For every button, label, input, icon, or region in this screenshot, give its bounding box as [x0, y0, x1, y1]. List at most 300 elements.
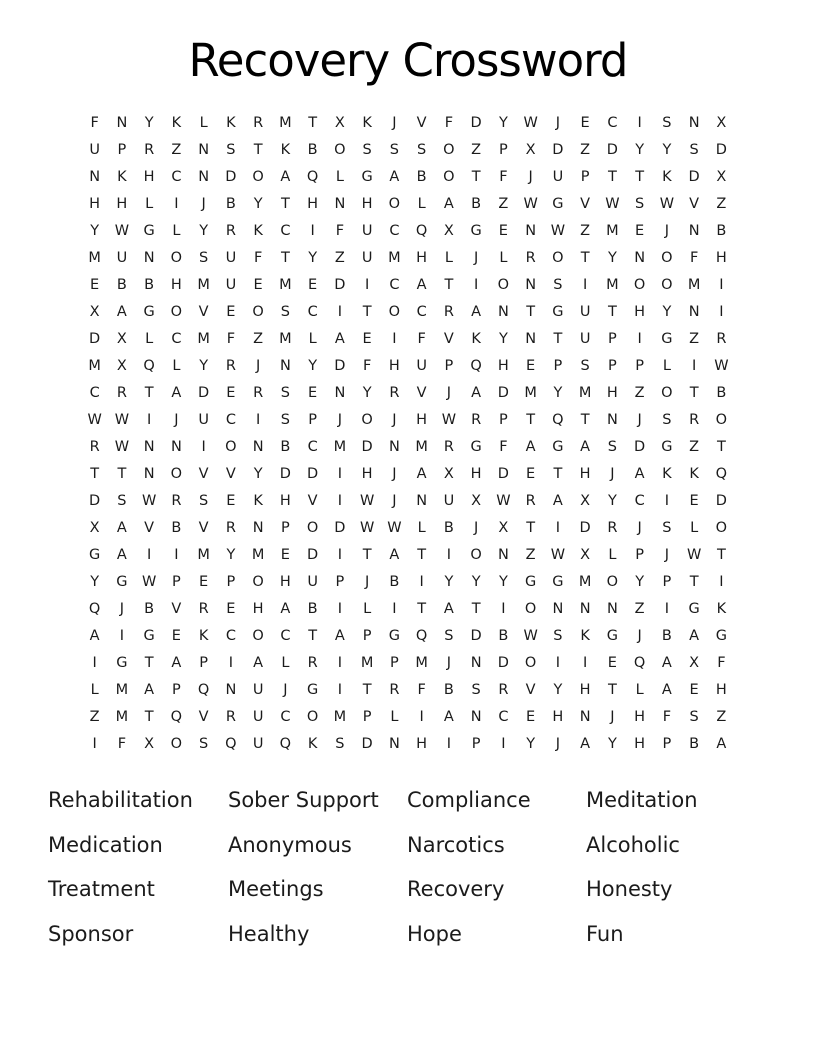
grid-letter: T — [253, 142, 263, 158]
grid-letter: A — [716, 736, 727, 752]
grid-letter: Q — [197, 682, 210, 698]
grid-letter: P — [226, 574, 236, 590]
grid-letter: L — [363, 601, 372, 617]
grid-letter: O — [170, 736, 183, 752]
letter-grid — [81, 110, 735, 758]
grid-letter: B — [225, 196, 236, 212]
grid-letter: P — [117, 142, 127, 158]
grid-letter: L — [444, 250, 453, 266]
grid-letter: K — [226, 115, 236, 131]
grid-letter: A — [389, 547, 400, 563]
grid-letter: P — [608, 331, 617, 347]
grid-letter: N — [634, 250, 646, 266]
grid-letter: O — [252, 574, 264, 590]
grid-letter: I — [146, 547, 152, 563]
grid-letter: X — [89, 520, 100, 536]
grid-letter: G — [143, 223, 155, 239]
grid-letter: H — [715, 250, 727, 266]
grid-letter: R — [89, 439, 100, 455]
grid-letter: D — [497, 385, 509, 401]
grid-letter: R — [525, 493, 536, 509]
grid-letter: V — [198, 520, 209, 536]
grid-letter: I — [310, 223, 315, 239]
grid-letter: S — [553, 628, 563, 644]
grid-letter: H — [361, 466, 373, 482]
grid-letter: G — [143, 304, 155, 320]
grid-letter: I — [555, 655, 561, 671]
grid-letter: D — [198, 385, 210, 401]
grid-letter: Y — [362, 385, 372, 401]
grid-letter: B — [389, 574, 400, 590]
grid-letter: L — [417, 520, 426, 536]
grid-letter: K — [253, 493, 263, 509]
grid-letter: F — [253, 250, 263, 266]
grid-letter: D — [307, 547, 319, 563]
grid-letter: U — [89, 142, 100, 158]
grid-letter: O — [661, 277, 673, 293]
grid-letter: B — [307, 142, 318, 158]
grid-letter: D — [307, 466, 319, 482]
grid-letter: F — [117, 736, 127, 752]
grid-letter: D — [552, 142, 564, 158]
grid-letter: M — [388, 250, 401, 266]
word-list-item: Fun — [586, 921, 624, 946]
grid-letter: T — [280, 250, 290, 266]
grid-letter: A — [116, 304, 127, 320]
grid-letter: M — [251, 547, 265, 563]
grid-letter: Y — [498, 115, 508, 131]
grid-letter: F — [662, 709, 672, 725]
grid-letter: S — [689, 709, 699, 725]
grid-letter: G — [661, 439, 673, 455]
grid-letter: W — [550, 547, 566, 563]
grid-letter: X — [443, 223, 454, 239]
grid-letter: F — [417, 331, 426, 347]
word-list-item: Meetings — [228, 877, 324, 902]
grid-letter: S — [553, 277, 563, 293]
grid-letter: R — [307, 655, 318, 671]
grid-letter: P — [362, 628, 372, 644]
grid-letter: N — [143, 466, 155, 482]
grid-letter: N — [143, 250, 155, 266]
grid-letter: J — [528, 169, 533, 185]
grid-letter: C — [307, 304, 318, 320]
grid-letter: O — [443, 169, 455, 185]
grid-letter: A — [634, 466, 645, 482]
grid-letter: D — [334, 520, 346, 536]
grid-letter: V — [171, 601, 182, 617]
grid-letter: G — [470, 223, 482, 239]
grid-letter: D — [470, 628, 482, 644]
grid-letter: E — [526, 358, 536, 374]
grid-letter: M — [415, 655, 428, 671]
grid-letter: I — [419, 574, 424, 590]
grid-letter: T — [308, 115, 318, 131]
grid-letter: V — [580, 196, 591, 212]
grid-letter: C — [389, 223, 400, 239]
grid-letter: K — [280, 142, 291, 158]
grid-letter: A — [580, 736, 591, 752]
grid-letter: M — [415, 439, 428, 455]
grid-letter: B — [716, 223, 727, 239]
grid-letter: P — [308, 412, 317, 428]
grid-letter: L — [308, 331, 317, 347]
grid-letter: C — [280, 628, 291, 644]
grid-letter: Y — [553, 682, 563, 698]
grid-letter: B — [280, 439, 291, 455]
grid-letter: S — [662, 520, 672, 536]
grid-letter: J — [337, 412, 343, 428]
grid-letter: Y — [199, 358, 209, 374]
grid-letter: O — [306, 520, 319, 536]
grid-letter: G — [388, 628, 400, 644]
grid-letter: V — [225, 466, 236, 482]
grid-letter: J — [392, 412, 397, 428]
grid-letter: F — [335, 223, 345, 239]
grid-letter: H — [416, 250, 428, 266]
grid-letter: G — [606, 628, 618, 644]
grid-letter: E — [362, 331, 372, 347]
grid-letter: A — [443, 601, 454, 617]
word-list-item: Recovery — [407, 877, 505, 902]
grid-letter: R — [443, 439, 454, 455]
grid-letter: E — [171, 628, 181, 644]
grid-letter: E — [226, 385, 236, 401]
grid-letter: M — [524, 385, 537, 401]
word-list-item: Medication — [48, 832, 163, 857]
grid-letter: Y — [498, 331, 508, 347]
grid-letter: F — [226, 331, 236, 347]
grid-letter: G — [89, 547, 101, 563]
grid-letter: T — [553, 466, 563, 482]
word-list — [0, 778, 816, 956]
grid-letter: W — [523, 115, 538, 131]
grid-letter: I — [337, 547, 343, 563]
grid-letter: A — [416, 277, 427, 293]
grid-letter: Q — [715, 466, 728, 482]
grid-letter: G — [552, 574, 564, 590]
grid-letter: R — [471, 412, 482, 428]
grid-letter: Y — [498, 574, 508, 590]
grid-letter: N — [416, 493, 428, 509]
grid-letter: L — [172, 223, 181, 239]
grid-letter: M — [279, 115, 292, 131]
grid-letter: R — [253, 115, 264, 131]
grid-letter: N — [470, 655, 482, 671]
grid-letter: W — [359, 493, 375, 509]
grid-letter: I — [637, 331, 642, 347]
grid-letter: I — [392, 601, 397, 617]
grid-letter: O — [661, 385, 673, 401]
grid-letter: A — [334, 628, 345, 644]
grid-letter: O — [524, 655, 537, 671]
grid-letter: I — [392, 331, 397, 347]
word-list-item: Alcoholic — [586, 832, 680, 857]
grid-letter: S — [580, 358, 590, 374]
grid-letter: S — [280, 304, 290, 320]
grid-letter: W — [605, 196, 620, 212]
grid-letter: C — [634, 493, 645, 509]
grid-letter: C — [280, 223, 291, 239]
grid-letter: Q — [88, 601, 101, 617]
grid-letter: C — [389, 277, 400, 293]
grid-letter: L — [172, 358, 181, 374]
grid-letter: Y — [308, 358, 318, 374]
grid-letter: N — [525, 277, 537, 293]
grid-letter: P — [471, 736, 481, 752]
grid-letter: O — [606, 574, 619, 590]
grid-letter: W — [714, 358, 729, 374]
grid-letter: M — [279, 331, 292, 347]
grid-letter: S — [417, 142, 427, 158]
grid-letter: N — [470, 709, 482, 725]
grid-letter: H — [715, 682, 727, 698]
grid-letter: I — [582, 655, 588, 671]
grid-letter: M — [333, 439, 347, 455]
grid-letter: E — [635, 223, 645, 239]
grid-letter: B — [307, 601, 318, 617]
grid-letter: P — [608, 358, 617, 374]
grid-letter: O — [633, 277, 646, 293]
grid-letter: I — [92, 655, 97, 671]
grid-letter: J — [664, 547, 670, 563]
grid-letter: A — [389, 169, 400, 185]
grid-letter: J — [637, 520, 642, 536]
grid-letter: C — [607, 115, 618, 131]
grid-letter: N — [688, 115, 700, 131]
grid-letter: G — [552, 439, 564, 455]
grid-letter: S — [226, 142, 236, 158]
grid-letter: Z — [525, 547, 536, 563]
grid-letter: G — [116, 655, 128, 671]
grid-letter: A — [552, 493, 563, 509]
grid-letter: N — [116, 115, 128, 131]
grid-letter: L — [199, 115, 208, 131]
grid-letter: X — [498, 520, 509, 536]
grid-letter: D — [715, 493, 727, 509]
grid-letter: Y — [144, 115, 154, 131]
grid-letter: Z — [716, 709, 727, 725]
grid-letter: N — [334, 385, 346, 401]
grid-letter: E — [280, 547, 290, 563]
grid-letter: W — [659, 196, 675, 212]
grid-letter: P — [499, 412, 508, 428]
grid-letter: U — [307, 574, 318, 590]
grid-letter: W — [141, 574, 157, 590]
grid-letter: I — [501, 601, 506, 617]
grid-letter: N — [143, 439, 155, 455]
grid-letter: N — [606, 601, 618, 617]
grid-letter: X — [144, 736, 155, 752]
grid-letter: J — [555, 736, 561, 752]
grid-letter: M — [578, 385, 592, 401]
word-list-item: Meditation — [586, 788, 698, 813]
grid-letter: O — [252, 628, 264, 644]
grid-letter: I — [337, 601, 343, 617]
grid-letter: Q — [143, 358, 155, 374]
grid-letter: C — [307, 439, 318, 455]
grid-letter: L — [662, 358, 671, 374]
grid-letter: J — [119, 601, 125, 617]
grid-letter: N — [525, 331, 537, 347]
grid-letter: D — [89, 493, 101, 509]
grid-letter: Y — [526, 736, 536, 752]
word-list-item: Compliance — [407, 788, 531, 813]
grid-letter: O — [334, 142, 346, 158]
grid-letter: J — [364, 574, 370, 590]
grid-letter: W — [523, 628, 538, 644]
grid-letter: R — [389, 682, 400, 698]
grid-letter: X — [525, 142, 536, 158]
grid-letter: P — [662, 736, 672, 752]
grid-letter: G — [552, 196, 564, 212]
grid-letter: J — [174, 412, 179, 428]
grid-letter: Z — [253, 331, 264, 347]
word-list-item: Anonymous — [228, 832, 352, 857]
grid-letter: R — [144, 142, 155, 158]
grid-letter: Y — [607, 250, 617, 266]
grid-letter: A — [144, 682, 155, 698]
grid-letter: X — [471, 493, 482, 509]
grid-letter: R — [689, 412, 700, 428]
grid-letter: T — [580, 250, 590, 266]
grid-letter: H — [634, 736, 646, 752]
grid-letter: Y — [635, 574, 645, 590]
grid-letter: F — [689, 250, 699, 266]
grid-letter: I — [337, 304, 343, 320]
grid-letter: Q — [225, 736, 237, 752]
grid-letter: L — [635, 682, 644, 698]
grid-letter: C — [498, 709, 509, 725]
grid-letter: J — [392, 115, 397, 131]
grid-letter: S — [199, 250, 209, 266]
word-list-item: Healthy — [228, 921, 310, 946]
grid-letter: M — [360, 655, 374, 671]
grid-letter: Z — [634, 601, 645, 617]
grid-letter: K — [198, 628, 209, 644]
grid-letter: V — [144, 520, 155, 536]
grid-letter: U — [252, 736, 264, 752]
grid-letter: E — [607, 655, 617, 671]
grid-letter: K — [662, 169, 672, 185]
grid-letter: N — [688, 223, 700, 239]
grid-letter: Y — [471, 574, 481, 590]
grid-letter: W — [496, 493, 511, 509]
grid-letter: K — [662, 466, 672, 482]
grid-letter: O — [470, 547, 482, 563]
grid-letter: I — [691, 358, 697, 374]
grid-letter: F — [362, 358, 372, 374]
grid-letter: K — [580, 628, 590, 644]
grid-letter: K — [253, 223, 263, 239]
grid-letter: R — [443, 304, 454, 320]
grid-letter: M — [197, 331, 210, 347]
grid-letter: A — [171, 655, 182, 671]
grid-letter: N — [334, 196, 346, 212]
grid-letter: H — [606, 385, 618, 401]
grid-letter: U — [579, 304, 591, 320]
grid-letter: Q — [279, 736, 292, 752]
grid-letter: W — [550, 223, 566, 239]
grid-letter: A — [471, 304, 482, 320]
grid-letter: W — [114, 439, 130, 455]
grid-letter: B — [689, 736, 700, 752]
grid-letter: J — [473, 250, 479, 266]
grid-letter: W — [441, 412, 457, 428]
grid-letter: H — [89, 196, 101, 212]
grid-letter: D — [606, 142, 618, 158]
grid-letter: G — [116, 574, 128, 590]
word-list-item: Sponsor — [48, 921, 134, 946]
grid-letter: P — [199, 655, 208, 671]
grid-letter: J — [201, 196, 206, 212]
grid-letter: D — [579, 520, 591, 536]
grid-letter: T — [526, 520, 536, 536]
grid-letter: Y — [90, 223, 100, 239]
grid-letter: R — [525, 250, 536, 266]
grid-letter: D — [225, 169, 237, 185]
grid-letter: T — [635, 169, 645, 185]
grid-letter: Y — [635, 142, 645, 158]
grid-letter: T — [471, 601, 481, 617]
grid-letter: X — [116, 331, 127, 347]
grid-letter: T — [362, 682, 372, 698]
grid-letter: S — [635, 196, 645, 212]
grid-letter: O — [552, 250, 564, 266]
grid-letter: R — [225, 520, 236, 536]
grid-letter: N — [497, 547, 509, 563]
grid-letter: P — [335, 574, 345, 590]
grid-letter: B — [443, 682, 454, 698]
grid-letter: Z — [471, 142, 482, 158]
grid-letter: H — [279, 574, 291, 590]
grid-letter: Y — [444, 574, 454, 590]
grid-letter: D — [279, 466, 291, 482]
grid-letter: B — [171, 520, 182, 536]
grid-letter: T — [362, 547, 372, 563]
grid-letter: I — [446, 736, 452, 752]
grid-letter: F — [417, 682, 426, 698]
grid-letter: K — [689, 466, 699, 482]
grid-letter: R — [116, 385, 127, 401]
grid-letter: S — [335, 736, 345, 752]
grid-letter: T — [526, 412, 536, 428]
grid-letter: W — [141, 493, 157, 509]
page-title: Recovery Crossword — [188, 34, 628, 87]
grid-letter: P — [444, 358, 454, 374]
grid-letter: J — [283, 682, 288, 698]
grid-letter: B — [116, 277, 127, 293]
grid-letter: I — [664, 493, 670, 509]
grid-letter: X — [89, 304, 100, 320]
grid-letter: H — [579, 466, 591, 482]
grid-letter: T — [90, 466, 100, 482]
grid-letter: H — [170, 277, 182, 293]
grid-letter: Z — [498, 196, 509, 212]
grid-letter: I — [92, 736, 97, 752]
grid-letter: O — [306, 709, 319, 725]
grid-letter: E — [308, 277, 318, 293]
grid-letter: T — [580, 412, 590, 428]
grid-letter: J — [610, 709, 615, 725]
grid-letter: W — [686, 547, 702, 563]
grid-letter: V — [443, 331, 454, 347]
grid-letter: T — [471, 169, 481, 185]
grid-letter: W — [114, 223, 130, 239]
grid-letter: Y — [662, 142, 672, 158]
grid-letter: J — [664, 223, 670, 239]
word-list-item: Sober Support — [228, 788, 379, 813]
